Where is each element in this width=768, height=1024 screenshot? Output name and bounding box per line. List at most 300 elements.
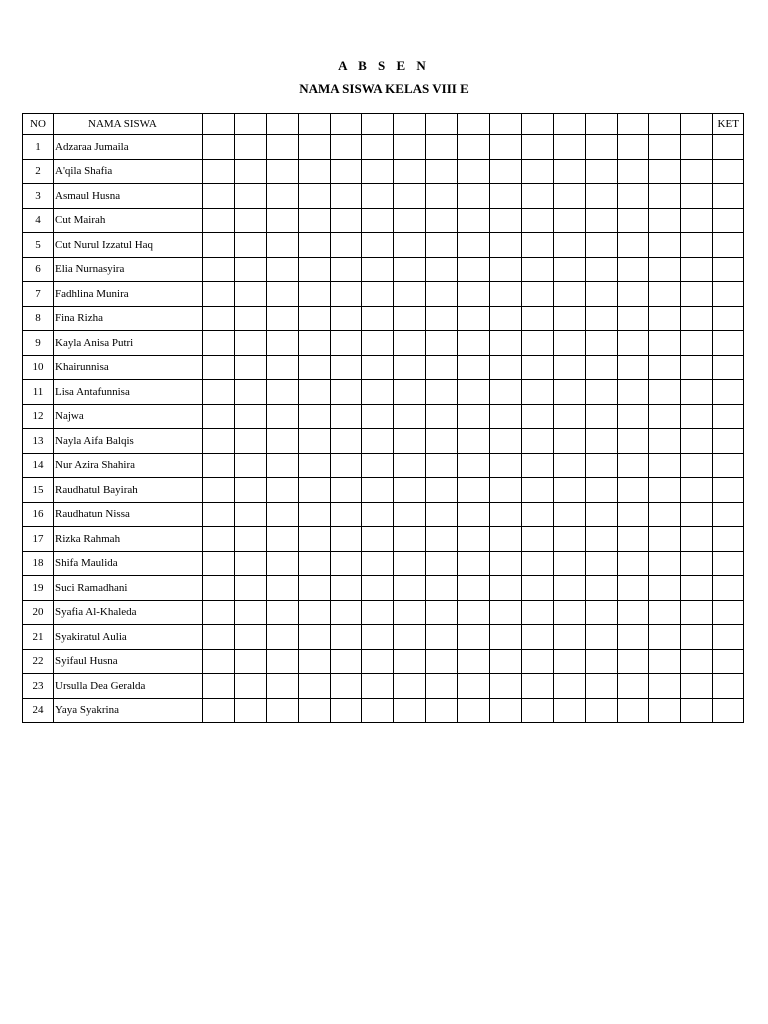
attendance-cell [298, 674, 330, 699]
attendance-cell [649, 429, 681, 454]
table-row [23, 355, 744, 380]
attendance-cell [362, 576, 394, 601]
attendance-cell [617, 331, 649, 356]
attendance-cell [521, 355, 553, 380]
student-name: Yaya Syakrina [54, 698, 203, 723]
attendance-cell [298, 282, 330, 307]
ket-cell [713, 282, 744, 307]
header-empty-cell [426, 114, 458, 135]
attendance-cell [490, 502, 522, 527]
ket-cell [713, 576, 744, 601]
attendance-cell [553, 233, 585, 258]
attendance-cell [203, 478, 235, 503]
attendance-cell [617, 257, 649, 282]
header-empty-cell [681, 114, 713, 135]
attendance-cell [458, 502, 490, 527]
attendance-cell [394, 674, 426, 699]
attendance-cell [266, 478, 298, 503]
attendance-cell [234, 551, 266, 576]
attendance-cell [298, 257, 330, 282]
attendance-cell [490, 233, 522, 258]
attendance-cell [203, 625, 235, 650]
header-ket: KET [713, 114, 744, 135]
attendance-cell [426, 306, 458, 331]
attendance-cell [458, 551, 490, 576]
attendance-cell [362, 233, 394, 258]
attendance-cell [521, 208, 553, 233]
attendance-cell [553, 257, 585, 282]
attendance-cell [585, 159, 617, 184]
attendance-cell [521, 625, 553, 650]
attendance-cell [426, 355, 458, 380]
ket-cell [713, 698, 744, 723]
attendance-cell [362, 453, 394, 478]
student-name: Syakiratul Aulia [54, 625, 203, 650]
attendance-cell [681, 282, 713, 307]
table-row [23, 159, 744, 184]
attendance-cell [681, 674, 713, 699]
attendance-cell [521, 135, 553, 160]
ket-cell [713, 208, 744, 233]
attendance-cell [585, 502, 617, 527]
ket-cell [713, 331, 744, 356]
student-name: Cut Mairah [54, 208, 203, 233]
attendance-cell [426, 135, 458, 160]
table-row [23, 453, 744, 478]
attendance-cell [266, 306, 298, 331]
attendance-cell [617, 698, 649, 723]
attendance-cell [330, 453, 362, 478]
attendance-cell [490, 625, 522, 650]
attendance-cell [234, 453, 266, 478]
attendance-cell [458, 600, 490, 625]
attendance-cell [330, 184, 362, 209]
attendance-cell [521, 257, 553, 282]
student-name: Ursulla Dea Geralda [54, 674, 203, 699]
attendance-cell [521, 282, 553, 307]
attendance-cell [521, 478, 553, 503]
attendance-cell [521, 674, 553, 699]
student-name: Nur Azira Shahira [54, 453, 203, 478]
attendance-cell [203, 600, 235, 625]
attendance-cell [266, 674, 298, 699]
table-row [23, 331, 744, 356]
header-empty-cell [490, 114, 522, 135]
attendance-cell [362, 159, 394, 184]
attendance-cell [362, 208, 394, 233]
student-name: Najwa [54, 404, 203, 429]
attendance-cell [649, 208, 681, 233]
row-number: 12 [23, 404, 54, 429]
attendance-cell [234, 282, 266, 307]
table-row [23, 208, 744, 233]
attendance-cell [234, 306, 266, 331]
attendance-cell [298, 551, 330, 576]
attendance-cell [266, 208, 298, 233]
attendance-cell [521, 159, 553, 184]
attendance-cell [458, 233, 490, 258]
attendance-cell [266, 551, 298, 576]
row-number: 3 [23, 184, 54, 209]
attendance-cell [426, 502, 458, 527]
attendance-cell [298, 576, 330, 601]
attendance-cell [617, 355, 649, 380]
attendance-cell [553, 551, 585, 576]
attendance-cell [234, 527, 266, 552]
attendance-cell [553, 625, 585, 650]
attendance-cell [490, 674, 522, 699]
attendance-cell [553, 282, 585, 307]
attendance-cell [426, 478, 458, 503]
student-name: Elia Nurnasyira [54, 257, 203, 282]
attendance-cell [330, 649, 362, 674]
attendance-cell [426, 257, 458, 282]
attendance-cell [681, 625, 713, 650]
attendance-cell [649, 257, 681, 282]
attendance-cell [681, 576, 713, 601]
attendance-cell [617, 208, 649, 233]
attendance-cell [649, 551, 681, 576]
attendance-cell [585, 698, 617, 723]
attendance-cell [649, 453, 681, 478]
attendance-cell [362, 380, 394, 405]
attendance-cell [330, 282, 362, 307]
attendance-cell [553, 698, 585, 723]
header-empty-cell [362, 114, 394, 135]
attendance-cell [266, 600, 298, 625]
attendance-cell [553, 576, 585, 601]
attendance-cell [585, 551, 617, 576]
attendance-cell [458, 478, 490, 503]
student-name: Kayla Anisa Putri [54, 331, 203, 356]
attendance-cell [298, 453, 330, 478]
attendance-cell [617, 478, 649, 503]
attendance-cell [553, 649, 585, 674]
attendance-cell [681, 649, 713, 674]
attendance-cell [458, 257, 490, 282]
attendance-cell [330, 380, 362, 405]
student-name: Adzaraa Jumaila [54, 135, 203, 160]
attendance-cell [330, 502, 362, 527]
attendance-cell [681, 135, 713, 160]
attendance-cell [649, 502, 681, 527]
attendance-cell [234, 380, 266, 405]
row-number: 17 [23, 527, 54, 552]
attendance-cell [426, 331, 458, 356]
attendance-cell [458, 527, 490, 552]
row-number: 14 [23, 453, 54, 478]
attendance-cell [458, 429, 490, 454]
attendance-cell [458, 649, 490, 674]
attendance-cell [585, 355, 617, 380]
attendance-cell [362, 674, 394, 699]
ket-cell [713, 649, 744, 674]
table-body [23, 135, 744, 723]
attendance-cell [234, 233, 266, 258]
attendance-cell [234, 208, 266, 233]
attendance-cell [585, 233, 617, 258]
attendance-cell [266, 282, 298, 307]
attendance-cell [553, 600, 585, 625]
attendance-cell [681, 306, 713, 331]
attendance-cell [490, 380, 522, 405]
attendance-cell [394, 355, 426, 380]
attendance-cell [394, 380, 426, 405]
student-name: Suci Ramadhani [54, 576, 203, 601]
ket-cell [713, 674, 744, 699]
attendance-cell [681, 551, 713, 576]
table-row [23, 502, 744, 527]
attendance-cell [394, 257, 426, 282]
attendance-cell [203, 306, 235, 331]
attendance-cell [234, 184, 266, 209]
row-number: 4 [23, 208, 54, 233]
attendance-cell [490, 551, 522, 576]
attendance-cell [681, 600, 713, 625]
document-title: A B S E N [338, 58, 430, 73]
attendance-cell [426, 404, 458, 429]
attendance-table [22, 113, 744, 723]
header-empty-cell [234, 114, 266, 135]
ket-cell [713, 355, 744, 380]
attendance-cell [298, 355, 330, 380]
attendance-cell [521, 649, 553, 674]
attendance-cell [203, 257, 235, 282]
attendance-cell [298, 600, 330, 625]
table-row [23, 625, 744, 650]
student-name: Nayla Aifa Balqis [54, 429, 203, 454]
attendance-cell [394, 429, 426, 454]
attendance-cell [649, 600, 681, 625]
attendance-cell [266, 331, 298, 356]
header-empty-cell [617, 114, 649, 135]
header-empty-cell [330, 114, 362, 135]
attendance-cell [266, 649, 298, 674]
attendance-cell [394, 625, 426, 650]
attendance-cell [266, 233, 298, 258]
attendance-cell [585, 282, 617, 307]
attendance-cell [394, 184, 426, 209]
attendance-cell [649, 135, 681, 160]
attendance-cell [298, 159, 330, 184]
attendance-cell [362, 331, 394, 356]
attendance-cell [394, 306, 426, 331]
attendance-cell [585, 184, 617, 209]
attendance-cell [298, 625, 330, 650]
attendance-cell [681, 527, 713, 552]
attendance-cell [458, 674, 490, 699]
attendance-cell [490, 478, 522, 503]
attendance-cell [266, 502, 298, 527]
table-row [23, 282, 744, 307]
header-empty-cell [394, 114, 426, 135]
attendance-cell [298, 502, 330, 527]
attendance-cell [203, 159, 235, 184]
table-row [23, 233, 744, 258]
student-name: Fadhlina Munira [54, 282, 203, 307]
attendance-cell [394, 576, 426, 601]
attendance-cell [234, 674, 266, 699]
attendance-cell [553, 184, 585, 209]
attendance-cell [330, 331, 362, 356]
student-name: Syifaul Husna [54, 649, 203, 674]
table-row [23, 600, 744, 625]
attendance-cell [362, 698, 394, 723]
attendance-cell [330, 404, 362, 429]
attendance-cell [426, 453, 458, 478]
attendance-cell [490, 355, 522, 380]
attendance-cell [521, 576, 553, 601]
attendance-cell [298, 331, 330, 356]
attendance-cell [203, 527, 235, 552]
attendance-cell [234, 159, 266, 184]
attendance-cell [394, 282, 426, 307]
attendance-cell [426, 649, 458, 674]
attendance-cell [426, 551, 458, 576]
student-name: Shifa Maulida [54, 551, 203, 576]
attendance-cell [617, 429, 649, 454]
attendance-cell [394, 331, 426, 356]
attendance-cell [298, 208, 330, 233]
attendance-cell [330, 674, 362, 699]
attendance-cell [426, 184, 458, 209]
attendance-cell [266, 453, 298, 478]
attendance-cell [234, 331, 266, 356]
attendance-cell [426, 625, 458, 650]
attendance-cell [330, 208, 362, 233]
attendance-cell [649, 380, 681, 405]
attendance-cell [203, 429, 235, 454]
attendance-cell [426, 576, 458, 601]
attendance-cell [553, 429, 585, 454]
attendance-cell [266, 429, 298, 454]
attendance-cell [330, 159, 362, 184]
attendance-cell [617, 453, 649, 478]
attendance-cell [234, 502, 266, 527]
ket-cell [713, 257, 744, 282]
attendance-cell [521, 306, 553, 331]
attendance-cell [458, 331, 490, 356]
attendance-cell [553, 453, 585, 478]
row-number: 6 [23, 257, 54, 282]
attendance-cell [617, 527, 649, 552]
attendance-cell [203, 233, 235, 258]
attendance-cell [681, 478, 713, 503]
attendance-cell [362, 355, 394, 380]
attendance-cell [649, 355, 681, 380]
attendance-cell [266, 576, 298, 601]
attendance-cell [394, 527, 426, 552]
attendance-cell [649, 576, 681, 601]
ket-cell [713, 600, 744, 625]
row-number: 16 [23, 502, 54, 527]
attendance-cell [490, 649, 522, 674]
attendance-cell [330, 233, 362, 258]
attendance-cell [394, 135, 426, 160]
attendance-cell [234, 576, 266, 601]
attendance-cell [458, 135, 490, 160]
attendance-cell [234, 404, 266, 429]
student-name: Asmaul Husna [54, 184, 203, 209]
attendance-cell [681, 502, 713, 527]
attendance-cell [649, 404, 681, 429]
attendance-cell [649, 331, 681, 356]
attendance-cell [553, 527, 585, 552]
attendance-cell [490, 208, 522, 233]
attendance-cell [681, 698, 713, 723]
attendance-cell [585, 331, 617, 356]
attendance-cell [585, 257, 617, 282]
attendance-cell [521, 184, 553, 209]
attendance-cell [266, 135, 298, 160]
attendance-cell [458, 453, 490, 478]
attendance-cell [426, 208, 458, 233]
attendance-cell [585, 135, 617, 160]
attendance-cell [330, 600, 362, 625]
attendance-cell [426, 282, 458, 307]
attendance-cell [394, 649, 426, 674]
attendance-cell [330, 135, 362, 160]
row-number: 20 [23, 600, 54, 625]
attendance-cell [521, 380, 553, 405]
attendance-cell [394, 600, 426, 625]
attendance-cell [458, 208, 490, 233]
row-number: 1 [23, 135, 54, 160]
attendance-cell [298, 135, 330, 160]
attendance-cell [234, 478, 266, 503]
table-row [23, 257, 744, 282]
attendance-cell [617, 380, 649, 405]
table-row [23, 306, 744, 331]
attendance-cell [553, 331, 585, 356]
attendance-cell [266, 380, 298, 405]
attendance-cell [553, 208, 585, 233]
attendance-cell [617, 184, 649, 209]
attendance-cell [617, 159, 649, 184]
student-name: Syafia Al-Khaleda [54, 600, 203, 625]
attendance-cell [394, 453, 426, 478]
attendance-cell [649, 159, 681, 184]
attendance-cell [203, 184, 235, 209]
attendance-cell [585, 576, 617, 601]
attendance-cell [203, 674, 235, 699]
attendance-cell [585, 649, 617, 674]
attendance-cell [681, 380, 713, 405]
attendance-cell [394, 208, 426, 233]
attendance-cell [585, 600, 617, 625]
attendance-cell [426, 674, 458, 699]
attendance-cell [394, 404, 426, 429]
attendance-cell [298, 698, 330, 723]
attendance-cell [362, 282, 394, 307]
attendance-cell [649, 625, 681, 650]
attendance-cell [394, 698, 426, 723]
table-row [23, 135, 744, 160]
attendance-cell [681, 453, 713, 478]
attendance-cell [203, 576, 235, 601]
attendance-cell [649, 649, 681, 674]
row-number: 5 [23, 233, 54, 258]
row-number: 2 [23, 159, 54, 184]
header-empty-cell [458, 114, 490, 135]
attendance-cell [585, 625, 617, 650]
attendance-cell [617, 404, 649, 429]
attendance-cell [681, 355, 713, 380]
attendance-cell [330, 698, 362, 723]
attendance-cell [649, 233, 681, 258]
attendance-cell [426, 159, 458, 184]
attendance-cell [203, 208, 235, 233]
